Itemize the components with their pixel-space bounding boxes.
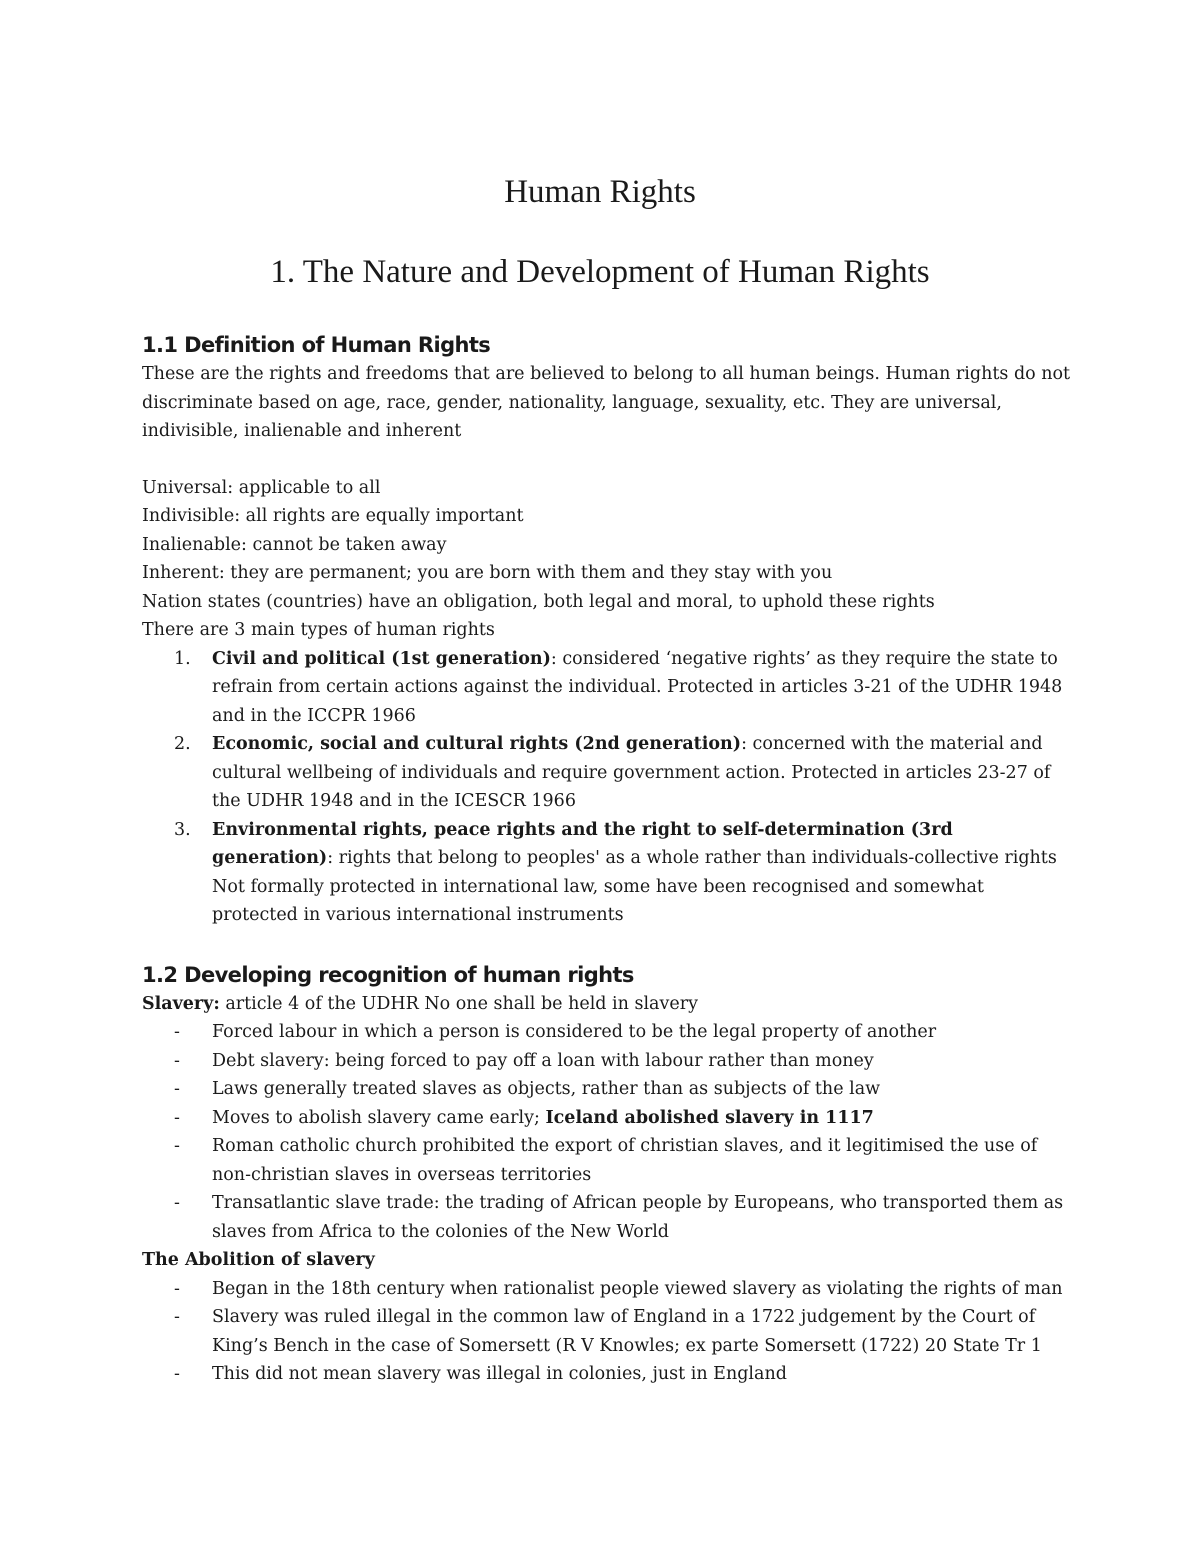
dash-marker: -	[174, 1136, 180, 1156]
list-item-bold: Iceland abolished slavery in 1117	[545, 1107, 874, 1128]
list-number: 2.	[174, 734, 191, 754]
list-item-text: Forced labour in which a person is considered to be the legal property of another	[212, 1022, 937, 1042]
chapter-title: 1. The Nature and Development of Human Rights	[270, 254, 930, 290]
list-number: 1.	[174, 648, 191, 669]
text-line: Nation states (countries) have an obligation, both legal and moral, to uphold these rights	[142, 591, 935, 612]
list-item	[142, 645, 1072, 731]
abolition-heading-text: The Abolition of slavery	[142, 1250, 375, 1270]
abolition-heading	[142, 1246, 1072, 1275]
definition-paragraph: These are the rights and freedoms that are believed to belong to all human beings. Human rights do not discriminate based on age, race, gender, nationality, language, sexuality, etc. They are universal, indivisible, inalienable and inherent	[142, 364, 1071, 441]
text-line: Indivisible: all rights are equally important	[142, 506, 524, 526]
list-item	[142, 1104, 1072, 1133]
list-item	[142, 1275, 1072, 1304]
list-item-text: Moves to abolish slavery came early;	[212, 1107, 546, 1128]
list-item-label: Civil and political (1st generation)	[212, 648, 551, 669]
dash-marker: -	[174, 1278, 180, 1299]
list-item-label: Environmental rights, peace rights and the right to self-determination (3rd generation)	[212, 819, 953, 868]
list-item	[142, 1189, 1072, 1246]
list-item-text: : considered ‘negative rights’ as they require the state to refrain from certain actions against the individual. Protected in articles 3-21 of the UDHR 1948 and in the ICCPR 1966	[212, 648, 1063, 726]
list-number: 3.	[174, 819, 191, 840]
dash-marker: -	[174, 1193, 180, 1213]
list-item	[142, 730, 1072, 816]
list-item-text: Roman catholic church prohibited the export of christian slaves, and it legitimised the use of non-christian slaves in overseas territories	[212, 1136, 1038, 1185]
text-line: Inalienable: cannot be taken away	[142, 534, 447, 555]
rights-types-list	[142, 645, 1072, 930]
section-heading-recognition: 1.2 Developing recognition of human rights	[142, 962, 634, 987]
slavery-text: article 4 of the UDHR No one shall be held in slavery	[219, 993, 698, 1014]
slavery-line	[142, 990, 1072, 1019]
text-line: Inherent: they are permanent; you are born with them and they stay with you	[142, 563, 833, 583]
list-item-label: Economic, social and cultural rights (2nd generation)	[212, 734, 742, 754]
list-item	[142, 1075, 1072, 1104]
document-title: Human Rights	[504, 174, 696, 210]
text-line: There are 3 main types of human rights	[142, 620, 495, 640]
list-item-text: Debt slavery: being forced to pay off a loan with labour rather than money	[212, 1050, 874, 1071]
list-item	[142, 1303, 1072, 1360]
list-item-text: This did not mean slavery was illegal in colonies, just in England	[212, 1364, 787, 1384]
list-item-text: Laws generally treated slaves as objects, rather than as subjects of the law	[212, 1079, 881, 1099]
list-item-text: : concerned with the material and cultural wellbeing of individuals and require government action. Protected in articles 23-27 of the UDHR 1948 and in the ICESCR 1966	[212, 734, 1051, 811]
dash-marker: -	[174, 1022, 180, 1042]
dash-marker: -	[174, 1050, 180, 1071]
dash-marker: -	[174, 1107, 180, 1128]
list-item-text: Transatlantic slave trade: the trading of African people by Europeans, who transported them as slaves from Africa to the colonies of the New World	[212, 1193, 1064, 1242]
list-item	[142, 1047, 1072, 1076]
dash-marker: -	[174, 1079, 180, 1099]
list-item	[142, 1018, 1072, 1047]
abolition-points-list	[142, 1275, 1072, 1389]
dash-marker: -	[174, 1364, 180, 1384]
list-item-text: Slavery was ruled illegal in the common law of England in a 1722 judgement by the Court of King’s Bench in the case of Somersett (R V Knowles; ex parte Somersett (1722) 20 State Tr 1	[212, 1307, 1042, 1356]
slavery-points-list	[142, 1018, 1072, 1246]
dash-marker: -	[174, 1307, 180, 1327]
list-item-text: : rights that belong to peoples' as a whole rather than individuals-collective rights Not formally protected in international law, some have been recognised and somewhat protected in various international instruments	[212, 848, 1057, 925]
paragraph-gap	[142, 446, 1072, 474]
list-item-text: Began in the 18th century when rationalist people viewed slavery as violating the rights of man	[212, 1278, 1063, 1299]
document-body	[142, 330, 1072, 1389]
section-heading-definition: 1.1 Definition of Human Rights	[142, 333, 491, 357]
section-gap	[142, 930, 1072, 960]
text-line: Universal: applicable to all	[142, 477, 381, 498]
slavery-label: Slavery:	[142, 993, 220, 1014]
list-item	[142, 816, 1072, 930]
list-item	[142, 1360, 1072, 1389]
list-item	[142, 1132, 1072, 1189]
